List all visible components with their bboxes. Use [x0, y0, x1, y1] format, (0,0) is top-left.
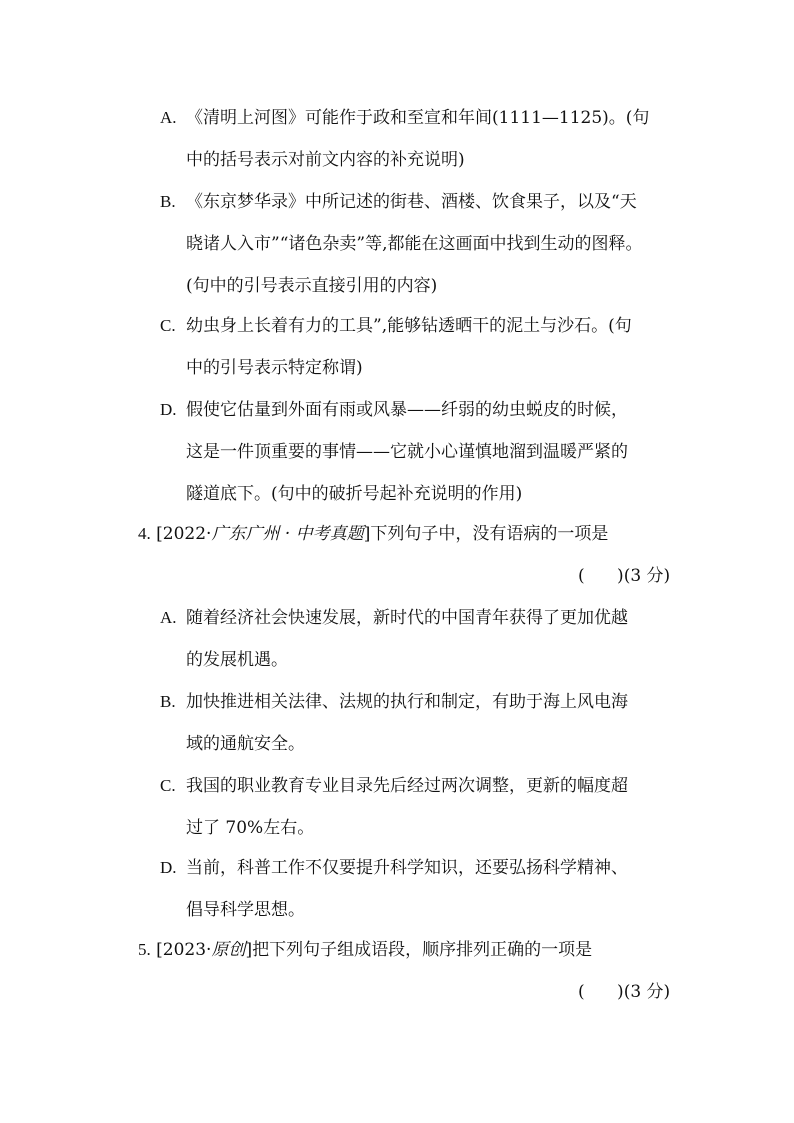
option-text-line: 过了 70%左右。	[186, 818, 315, 838]
option-letter: C.	[160, 776, 176, 795]
question-stem: 下列句子中，没有语病的一项是	[370, 524, 609, 544]
option-text-line: 隧道底下。(句中的破折号起补充说明的作用)	[186, 484, 523, 504]
q4-stem	[138, 524, 608, 544]
source-close: ]	[363, 524, 371, 544]
option-text-line: 中的引号表示特定称谓)	[186, 358, 363, 378]
option-text-line: 随着经济社会快速发展，新时代的中国青年获得了更加优越	[186, 608, 628, 628]
option-letter: D.	[160, 858, 177, 877]
option-text-line: 的发展机遇。	[186, 650, 288, 670]
q5-score: ( )(3 分)	[578, 982, 671, 1002]
question-number: 4.	[138, 524, 151, 543]
option-text-line: 幼虫身上长着有力的工具”,能够钻透晒干的泥土与沙石。(句	[186, 316, 632, 336]
source-close: ]	[245, 940, 253, 960]
option-text-line: 假使它估量到外面有雨或风暴——纤弱的幼虫蜕皮的时候，	[186, 400, 628, 420]
source-open: [2022·	[156, 524, 212, 544]
option-text-line: 这是一件顶重要的事情——它就小心谨慎地溜到温暖严紧的	[186, 442, 628, 462]
option-text-line: 倡导科学思想。	[186, 900, 305, 920]
option-text-line: 晓诸人入市”“诸色杂卖”等,都能在这画面中找到生动的图释。	[186, 234, 643, 254]
option-text-line: 《东京梦华录》中所记述的街巷、酒楼、饮食果子，以及“天	[186, 192, 637, 212]
question-stem: 把下列句子组成语段，顺序排列正确的一项是	[252, 940, 593, 960]
option-text-line: 我国的职业教育专业目录先后经过两次调整，更新的幅度超	[186, 776, 628, 796]
option-text-line: (句中的引号表示直接引用的内容)	[186, 276, 438, 296]
option-letter: C.	[160, 316, 176, 335]
option-text-line: 《清明上河图》可能作于政和至宣和年间(1111—1125)。(句	[186, 108, 650, 128]
option-letter: B.	[160, 692, 176, 711]
source-open: [2023·	[156, 940, 212, 960]
question-number: 5.	[138, 940, 151, 959]
option-text-line: 当前，科普工作不仅要提升科学知识，还要弘扬科学精神、	[186, 858, 628, 878]
option-text-line: 域的通航安全。	[186, 734, 305, 754]
option-text-line: 中的括号表示对前文内容的补充说明)	[186, 150, 465, 170]
option-letter: A.	[160, 608, 177, 627]
q5-stem	[138, 940, 592, 960]
option-letter: D.	[160, 400, 177, 419]
option-letter: A.	[160, 108, 177, 127]
option-text-line: 加快推进相关法律、法规的执行和制定，有助于海上风电海	[186, 692, 628, 712]
option-letter: B.	[160, 192, 176, 211]
source-tag: 广东广州 · 中考真题	[211, 524, 364, 544]
q4-score: ( )(3 分)	[578, 566, 671, 586]
source-tag: 原创	[211, 940, 246, 960]
